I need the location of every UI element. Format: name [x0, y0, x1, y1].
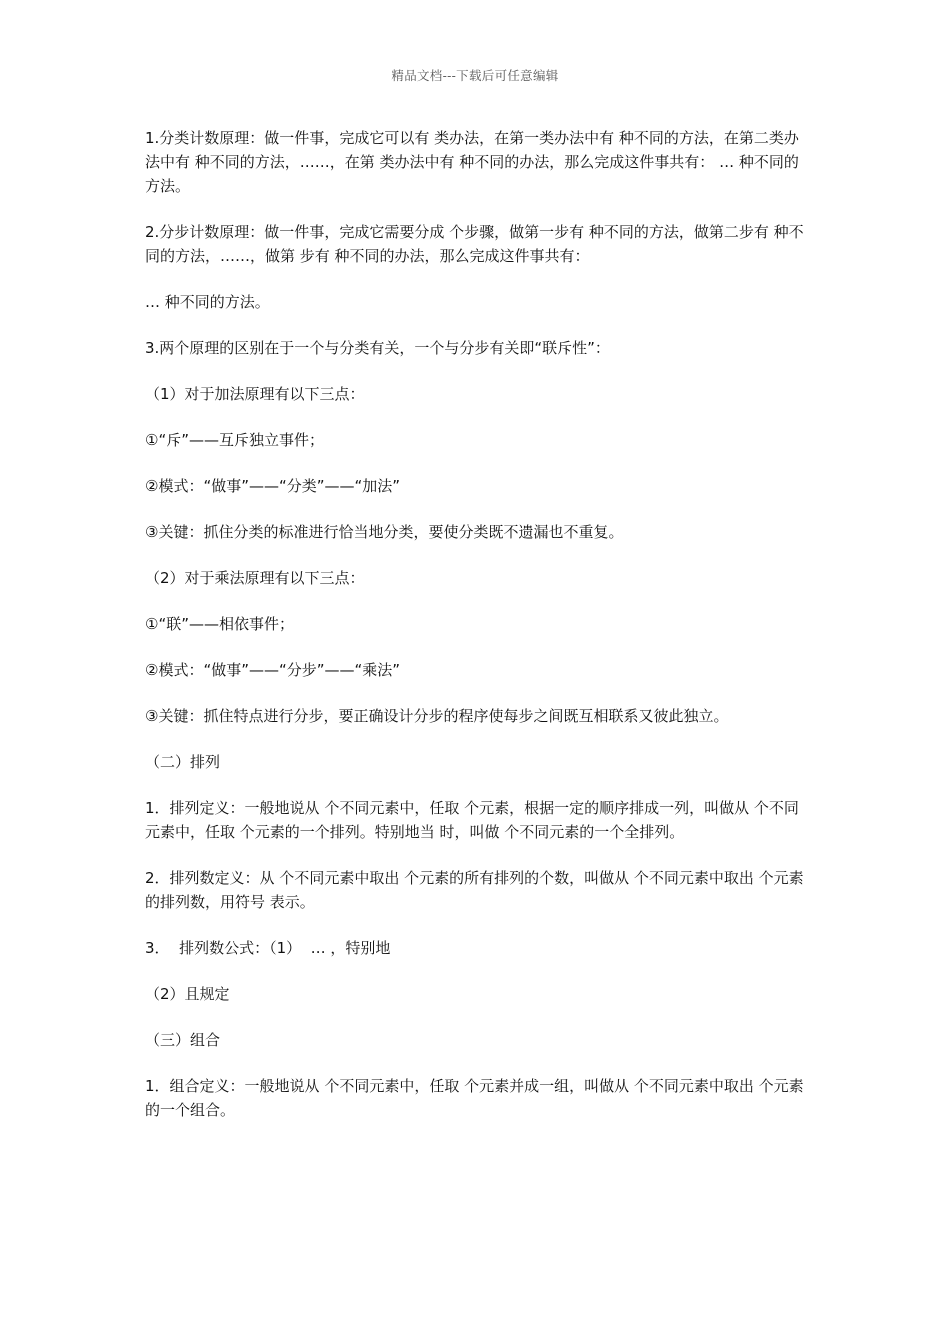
paragraph-step-principle: 2.分步计数原理：做一件事，完成它需要分成 个步骤，做第一步有 种不同的方法，做第二步有 种不同的方法，……，做第 步有 种不同的办法，那么完成这件事共有：: [145, 223, 804, 265]
paragraph-combination-definition: 1．组合定义：一般地说从 个不同元素中，任取 个元素并成一组，叫做从 个不同元素中取出 个元素的一个组合。: [145, 1077, 804, 1119]
paragraph-multiplication-point-1: ①“联”——相依事件；: [145, 615, 294, 633]
paragraph-permutation-definition: 1．排列定义：一般地说从 个不同元素中，任取 个元素，根据一定的顺序排成一列，叫做从 个不同元素中，任取 个元素的一个排列。特别地当 时，叫做 个不同元素的一个全排列。: [145, 799, 799, 841]
paragraph-permutation-number-definition: 2．排列数定义：从 个不同元素中取出 个元素的所有排列的个数，叫做从 个不同元素中取出 个元素的排列数，用符号 表示。: [145, 869, 804, 911]
paragraph-addition-point-1: ①“斥”——互斥独立事件；: [145, 431, 324, 449]
paragraph-classification-principle: 1.分类计数原理：做一件事，完成它可以有 类办法，在第一类办法中有 种不同的方法，在第二类办法中有 种不同的方法，……，在第 类办法中有 种不同的办法，那么完成这件事共有： … 种不同的方法。: [145, 129, 799, 195]
paragraph-multiplication-point-2: ②模式：“做事”——“分步”——“乘法”: [145, 661, 401, 679]
paragraph-addition-heading: （1）对于加法原理有以下三点：: [145, 385, 365, 403]
paragraph-addition-point-2: ②模式：“做事”——“分类”——“加法”: [145, 477, 401, 495]
paragraph-multiplication-heading: （2）对于乘法原理有以下三点：: [145, 569, 365, 587]
paragraph-principle-difference: 3.两个原理的区别在于一个与分类有关，一个与分步有关即“联斥性”：: [145, 339, 610, 357]
document-body: [145, 126, 810, 1144]
paragraph-step-principle-result: … 种不同的方法。: [145, 293, 270, 311]
paragraph-permutation-formula: 3． 排列数公式：（1） … ，特别地: [145, 939, 391, 957]
paragraph-multiplication-point-3: ③关键：抓住特点进行分步，要正确设计分步的程序使每步之间既互相联系又彼此独立。: [145, 707, 729, 725]
paragraph-addition-point-3: ③关键：抓住分类的标准进行恰当地分类，要使分类既不遗漏也不重复。: [145, 523, 624, 541]
section-heading-combination: （三）组合: [145, 1031, 221, 1049]
section-heading-permutation: （二）排列: [145, 753, 221, 771]
paragraph-permutation-formula-2: （2）且规定: [145, 985, 230, 1003]
page-header: 精品文档---下载后可任意编辑: [391, 68, 559, 83]
